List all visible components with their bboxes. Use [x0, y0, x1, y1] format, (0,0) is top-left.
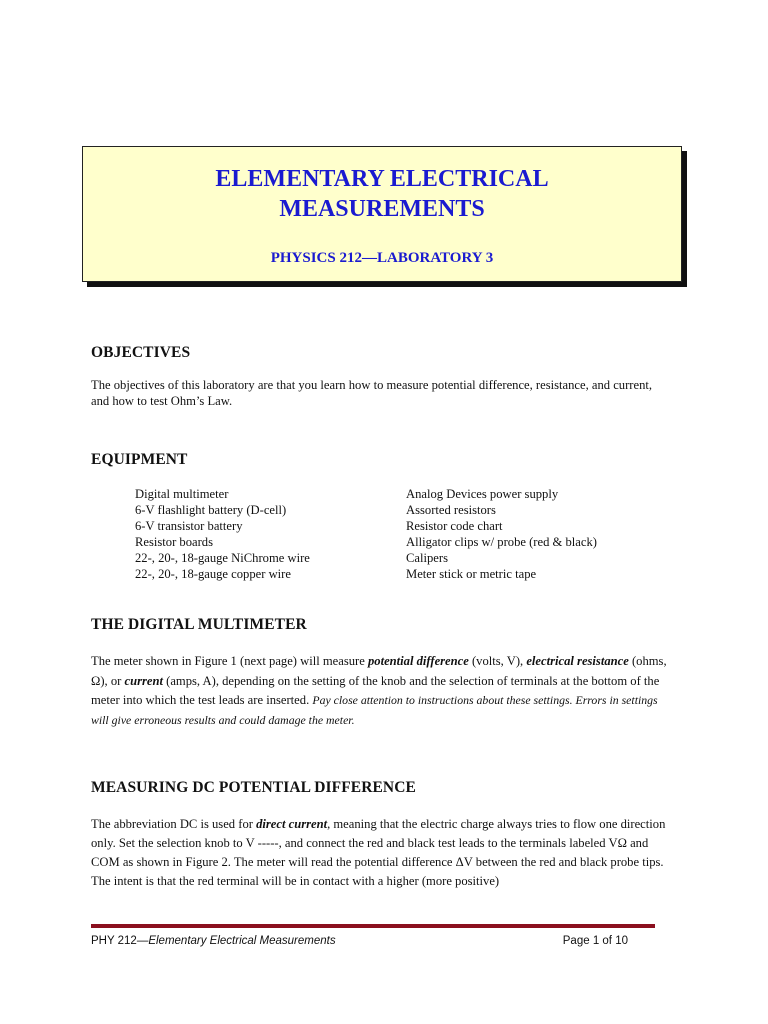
multimeter-warning-note: Pay close attention to instructions about these settings. Errors in settings will give erroneous results and could damage the meter.: [91, 693, 658, 727]
footer-rule: [91, 924, 655, 928]
equipment-list-left: [135, 486, 310, 582]
title-box: [82, 146, 682, 282]
footer-doc-title: Elementary Electrical Measurements: [148, 935, 336, 947]
equipment-item: 6-V transistor battery: [135, 519, 243, 533]
equipment-item: Digital multimeter: [135, 487, 229, 501]
equipment-item: Analog Devices power supply: [406, 487, 559, 501]
equipment-item: Alligator clips w/ probe (red & black): [406, 535, 597, 549]
document-subtitle: PHYSICS 212—LABORATORY 3: [270, 250, 494, 266]
term-direct-current: direct current: [256, 817, 328, 831]
equipment-item: 22-, 20-, 18-gauge copper wire: [135, 567, 291, 581]
dc-text-part: The abbreviation DC is used for: [91, 817, 257, 831]
page-number: Page 1 of 10: [562, 935, 628, 947]
multimeter-text-part: (ohms, Ω), or: [91, 654, 667, 688]
equipment-item: Meter stick or metric tape: [406, 567, 537, 581]
footer-course: PHY 212—: [91, 935, 149, 947]
objectives-text: The objectives of this laboratory are that you learn how to measure potential difference, resistance, and current, and how to test Ohm’s Law.: [91, 378, 653, 409]
equipment-list-right: [406, 486, 597, 582]
dc-text: [91, 815, 671, 891]
dc-text-part: , meaning that the electric charge always tries to flow one direction only. Set the selection knob to V -----, and connect the red and black test leads to the terminals labeled VΩ and COM as shown in Figure 2. The meter will read the potential difference ΔV between the red and black probe tips. The intent is that the red terminal will be in contact with a higher (more positive): [91, 817, 666, 888]
equipment-item: Resistor boards: [135, 535, 214, 549]
multimeter-text: [91, 652, 671, 730]
document-title: ELEMENTARY ELECTRICAL MEASUREMENTS: [215, 166, 549, 222]
term-electrical-resistance: electrical resistance: [526, 654, 629, 668]
footer-title: [91, 934, 336, 948]
equipment-item: Calipers: [406, 551, 448, 565]
objectives-heading: OBJECTIVES: [91, 344, 191, 361]
term-current: current: [124, 673, 163, 688]
multimeter-heading: THE DIGITAL MULTIMETER: [91, 616, 307, 633]
term-potential-difference: potential difference: [367, 654, 469, 668]
dc-heading: MEASURING DC POTENTIAL DIFFERENCE: [91, 779, 416, 796]
equipment-item: 22-, 20-, 18-gauge NiChrome wire: [135, 551, 310, 565]
equipment-item: Assorted resistors: [406, 503, 496, 517]
multimeter-text-part: (volts, V),: [468, 654, 527, 668]
equipment-item: 6-V flashlight battery (D-cell): [135, 503, 287, 517]
multimeter-text-part: The meter shown in Figure 1 (next page) will measure: [91, 654, 368, 668]
multimeter-text-part: (amps, A), depending on the setting of the knob and the selection of terminals at the bottom of the meter into which the test leads are inserted.: [91, 673, 660, 707]
equipment-heading: EQUIPMENT: [91, 451, 188, 468]
equipment-item: Resistor code chart: [406, 519, 503, 533]
